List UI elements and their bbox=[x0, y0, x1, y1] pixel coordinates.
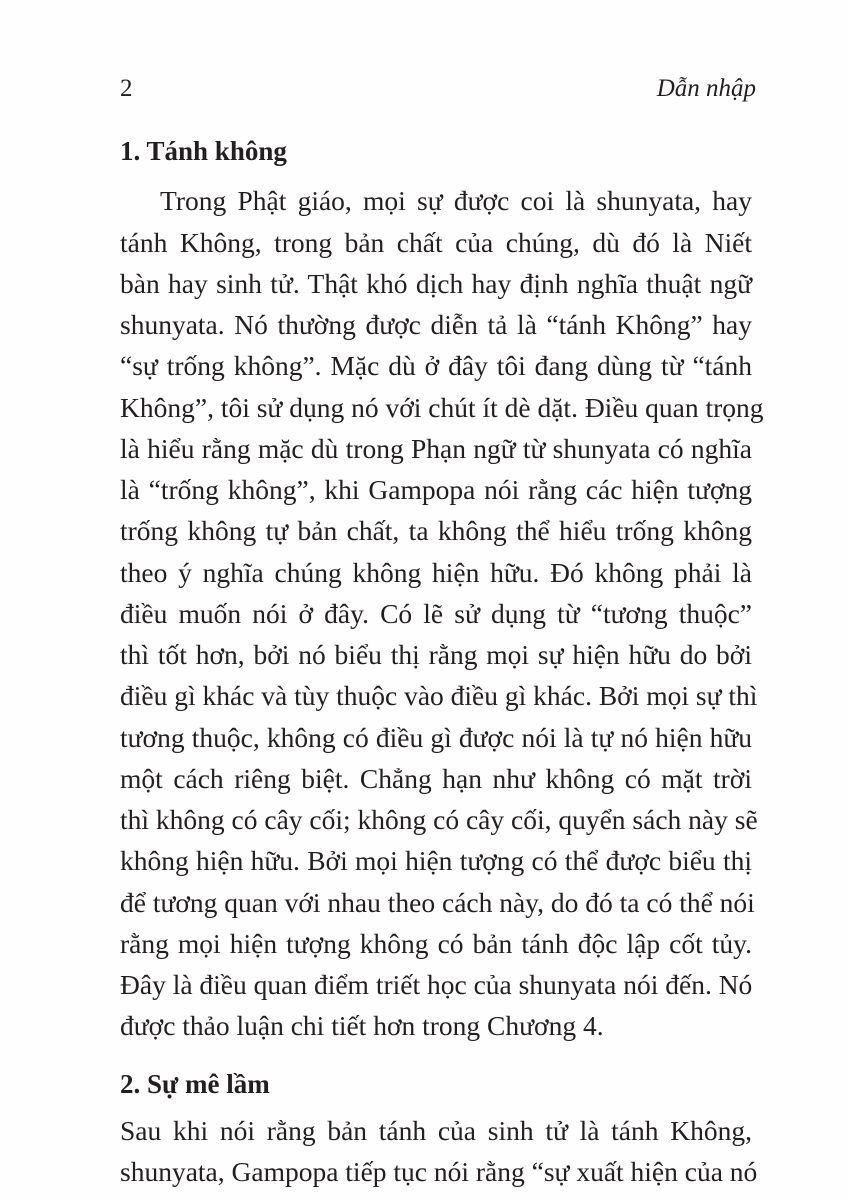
text-line: shunyata. Nó thường được diễn tả là “tánh Không” hay bbox=[120, 309, 752, 340]
text-line: rằng mọi hiện tượng không có bản tánh độc lập cốt tủy. bbox=[120, 928, 752, 959]
text-line: điều gì khác và tùy thuộc vào điều gì khác. Bởi mọi sự thì bbox=[120, 680, 758, 711]
text-line: theo ý nghĩa chúng không hiện hữu. Đó không phải là bbox=[120, 557, 752, 588]
text-line: là hiểu rằng mặc dù trong Phạn ngữ từ shunyata có nghĩa bbox=[120, 433, 752, 464]
text-line: một cách riêng biệt. Chẳng hạn như không có mặt trời bbox=[120, 763, 752, 794]
text-line: điều muốn nói ở đây. Có lẽ sử dụng từ “tương thuộc” bbox=[120, 598, 752, 629]
text-line: thì không có cây cối; không có cây cối, quyển sách này sẽ bbox=[120, 804, 758, 835]
text-line: shunyata, Gampopa tiếp tục nói rằng “sự xuất hiện của nó bbox=[120, 1156, 758, 1187]
text-line: tương thuộc, không có điều gì được nói là tự nó hiện hữu bbox=[120, 722, 752, 753]
text-line: không hiện hữu. Bởi mọi hiện tượng có thể được biểu thị bbox=[120, 845, 752, 876]
running-head bbox=[120, 72, 756, 106]
text-line: Không”, tôi sử dụng nó với chút ít dè dặt. Điều quan trọng bbox=[120, 392, 764, 423]
text-line: được thảo luận chi tiết hơn trong Chương 4. bbox=[120, 1010, 604, 1041]
section-heading-emptiness: 1. Tánh không bbox=[120, 136, 287, 166]
text-line: bàn hay sinh tử. Thật khó dịch hay định nghĩa thuật ngữ bbox=[120, 268, 752, 299]
text-line: tánh Không, trong bản chất của chúng, dù đó là Niết bbox=[120, 227, 752, 258]
page-number: 2 bbox=[120, 75, 133, 102]
text-line: Đây là điều quan điểm triết học của shunyata nói đến. Nó bbox=[120, 969, 753, 1000]
chapter-title: Dẫn nhập bbox=[656, 75, 756, 102]
text-line: Sau khi nói rằng bản tánh của sinh tử là tánh Không, bbox=[120, 1115, 752, 1146]
text-line: là “trống không”, khi Gampopa nói rằng các hiện tượng bbox=[120, 474, 752, 505]
text-line: “sự trống không”. Mặc dù ở đây tôi đang dùng từ “tánh bbox=[120, 350, 752, 381]
section-heading-delusion: 2. Sự mê lầm bbox=[120, 1069, 270, 1099]
text-line: trống không tự bản chất, ta không thể hiểu trống không bbox=[120, 515, 752, 546]
text-line: Trong Phật giáo, mọi sự được coi là shunyata, hay bbox=[160, 185, 752, 216]
text-line: để tương quan với nhau theo cách này, do đó ta có thể nói bbox=[120, 887, 755, 918]
text-line: thì tốt hơn, bởi nó biểu thị rằng mọi sự hiện hữu do bởi bbox=[120, 639, 752, 670]
